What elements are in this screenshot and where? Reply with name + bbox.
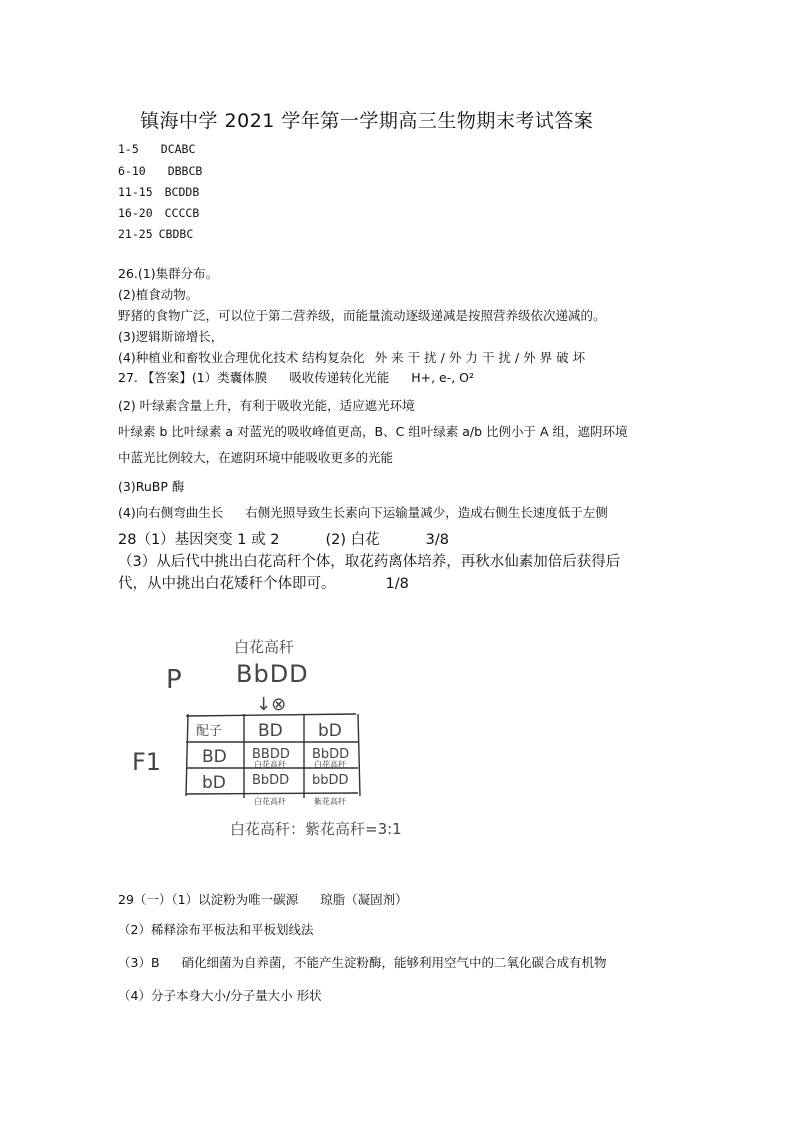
q29-line [118, 892, 408, 908]
q27-line [118, 505, 608, 521]
q29-text: 琼脂（凝固剂） [320, 892, 408, 907]
q27-line: (2) 叶绿素含量上升，有利于吸收光能，适应遮光环境 [118, 398, 415, 413]
grid-cell: BbDD [312, 747, 350, 762]
page-title: 镇海中学 2021 学年第一学期高三生物期末考试答案 [140, 110, 594, 132]
cell-note: 白花高秆 [314, 760, 346, 769]
grid-cell: bD [318, 721, 342, 741]
mc-answers: CBDBC [158, 227, 194, 241]
q27-line: (3)RuBP 酶 [118, 479, 185, 494]
genetics-cross-sketch [118, 618, 458, 858]
q26-line: 26.(1)集群分布。 [118, 266, 219, 281]
q28-text: 代，从中挑出白花矮秆个体即可。 [118, 576, 336, 592]
grid-cell: BBDD [252, 747, 290, 762]
mc-answers: BCDDB [164, 185, 200, 199]
ratio-note: 白花高秆：紫花高秆=3:1 [230, 820, 402, 838]
q28-text: 1/8 [385, 576, 409, 592]
mc-row [118, 205, 199, 221]
grid-cell: 配子 [196, 724, 223, 739]
q27-text: 右侧光照导致生长素向下运输量减少，造成右侧生长速度低于左侧 [245, 505, 608, 520]
mc-row [118, 141, 195, 157]
mc-row [118, 163, 202, 179]
mc-range: 1-5 [118, 142, 139, 156]
cell-note: 紫花高秆 [314, 797, 346, 806]
mc-range: 11-15 [118, 185, 153, 199]
grid-cell: BD [202, 747, 227, 767]
q28-text: (2) 白花 [325, 532, 380, 548]
p-label: P [166, 665, 182, 695]
q28-line: （3）从后代中挑出白花高秆个体，取花药离体培养，再秋水仙素加倍后获得后 [118, 554, 621, 570]
q26-line: 野猪的食物广泛，可以位于第二营养级，而能量流动逐级递减是按照营养级依次递减的。 [118, 308, 606, 323]
q26-text: (4)种植业和畜牧业合理优化技术 结构复杂化 [118, 350, 365, 365]
q29-text: 硝化细菌为自养菌，不能产生淀粉酶，能够利用空气中的二氧化碳合成有机物 [181, 955, 607, 970]
mc-answers: DBBCB [167, 164, 203, 178]
q27-line: 叶绿素 b 比叶绿素 a 对蓝光的吸收峰值更高，B、C 组叶绿素 a/b 比例小于 A 组，遮阴环境 [118, 424, 628, 439]
q26-line [118, 350, 589, 366]
grid-cell: BbDD [252, 773, 290, 788]
q26-line: (2)植食动物。 [118, 287, 199, 302]
q29-line: （4）分子本身大小/分子量大小 形状 [118, 988, 322, 1003]
grid-cell: BD [258, 721, 283, 741]
mc-range: 21-25 [118, 227, 153, 241]
q26-line: (3)逻辑斯谛增长， [118, 329, 224, 344]
q28-line [118, 576, 409, 592]
cell-note: 白花高秆 [254, 760, 286, 769]
grid-cell: bbDD [312, 773, 349, 788]
grid-line [186, 714, 356, 716]
q27-text: (4)向右侧弯曲生长 [118, 505, 224, 520]
q28-line [118, 532, 449, 548]
q26-text-spaced: 外来干扰/外力干扰/外界破坏 [374, 350, 590, 365]
grid-line [186, 714, 188, 796]
q27-text: 吸收传递转化光能 [289, 370, 390, 385]
mc-row [118, 226, 193, 242]
q28-text: 3/8 [425, 532, 449, 548]
selfing-arrow: ↓⊗ [256, 694, 287, 715]
q27-line [118, 370, 474, 386]
grid-line [358, 714, 360, 796]
q29-text: （3）B [118, 955, 160, 970]
q29-text: 29（一）（1）以淀粉为唯一碳源 [118, 892, 299, 907]
grid-cell: bD [202, 773, 226, 793]
q27-line: 中蓝光比例较大，在遮阴环境中能吸收更多的光能 [118, 450, 394, 465]
q27-text: H+, e-, O² [411, 370, 475, 385]
mc-answers: CCCCB [164, 206, 200, 220]
mc-answers: DCABC [160, 142, 196, 156]
mc-range: 16-20 [118, 206, 153, 220]
f1-label: F1 [132, 748, 162, 776]
cell-note: 白花高秆 [254, 797, 286, 806]
grid-line [186, 793, 358, 794]
parent-phenotype: 白花高秆 [234, 638, 295, 656]
q27-text: 27. 【答案】(1）类囊体膜 [118, 370, 268, 385]
mc-row [118, 184, 199, 200]
q29-line [118, 955, 607, 971]
parent-genotype: BbDD [236, 660, 309, 688]
q29-line: （2）稀释涂布平板法和平板划线法 [118, 922, 314, 937]
mc-range: 6-10 [118, 164, 146, 178]
q28-text: 28（1）基因突变 1 或 2 [118, 532, 280, 548]
